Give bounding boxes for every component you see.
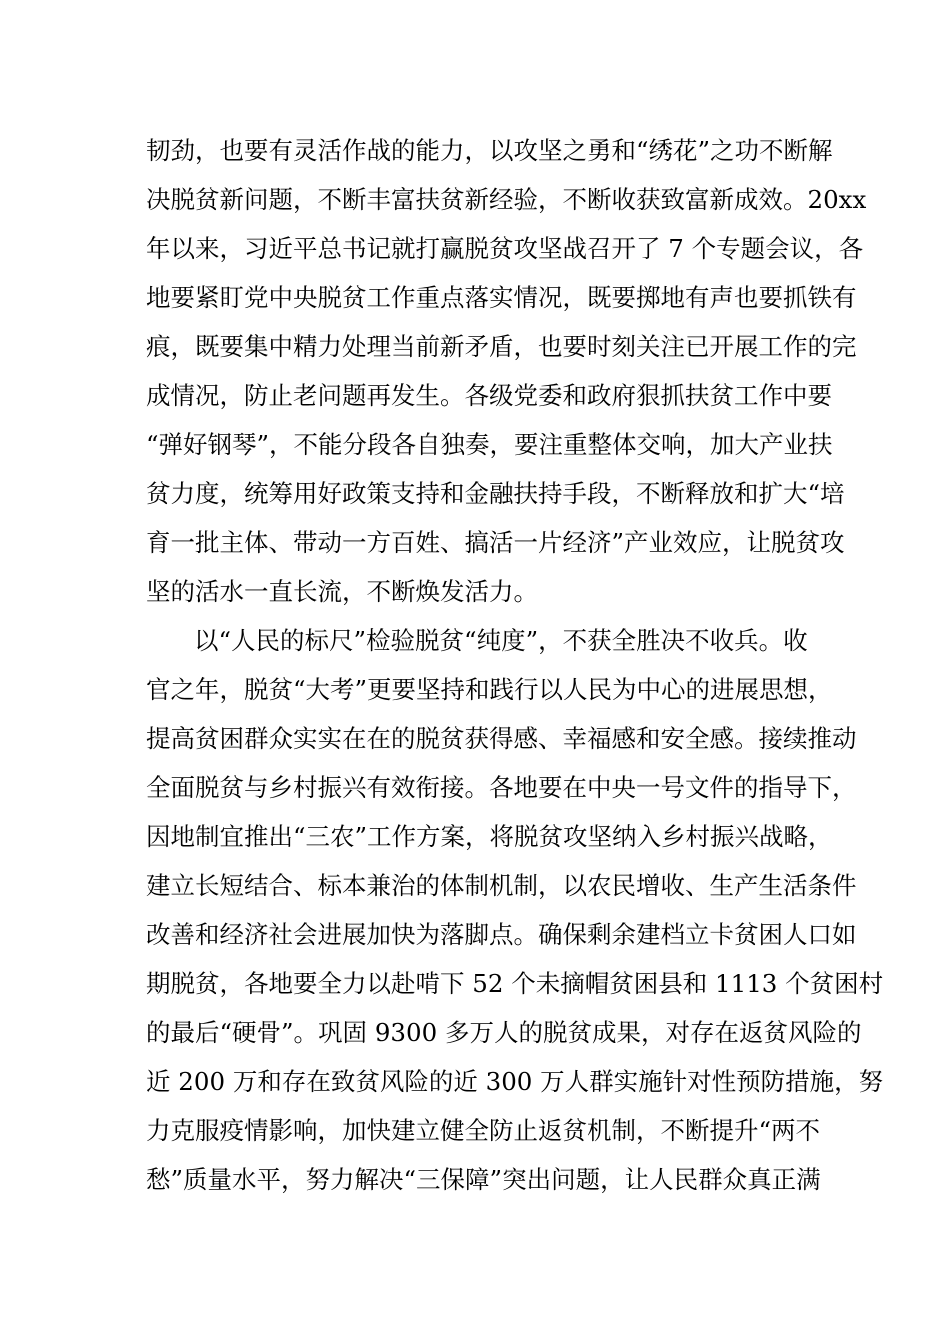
paragraph-2-line-7: 改善和经济社会进展加快为落脚点。确保剩余建档立卡贫困人口如 <box>146 920 857 949</box>
paragraph-1-line-6: 成情况，防止老问题再发生。各级党委和政府狠抓扶贫工作中要 <box>146 381 832 410</box>
paragraph-2-line-2: 官之年，脱贫“大考”更要坚持和践行以人民为中心的进展思想， <box>146 675 833 704</box>
paragraph-1-line-7: “弹好钢琴”，不能分段各自独奏，要注重整体交响，加大产业扶 <box>146 430 833 459</box>
paragraph-2-line-8: 期脱贫，各地要全力以赴啃下 52 个未摘帽贫困县和 1113 个贫困村 <box>146 969 884 998</box>
paragraph-1-line-2: 决脱贫新问题，不断丰富扶贫新经验，不断收获致富新成效。20xx <box>146 185 867 214</box>
paragraph-2-line-1: 以“人民的标尺”检验脱贫“纯度”，不获全胜决不收兵。收 <box>194 626 808 655</box>
paragraph-2-line-9: 的最后“硬骨”。巩固 9300 多万人的脱贫成果，对存在返贫风险的 <box>146 1018 862 1047</box>
paragraph-1-line-5: 痕，既要集中精力处理当前新矛盾，也要时刻关注已开展工作的完 <box>146 332 857 361</box>
paragraph-2-line-6: 建立长短结合、标本兼治的体制机制，以农民增收、生产生活条件 <box>146 871 857 900</box>
paragraph-2-line-11: 力克服疫情影响，加快建立健全防止返贫机制，不断提升“两不 <box>146 1116 821 1145</box>
paragraph-1-line-1: 韧劲，也要有灵活作战的能力，以攻坚之勇和“绣花”之功不断解 <box>146 136 833 165</box>
paragraph-2-line-12: 愁”质量水平，努力解决“三保障”突出问题，让人民群众真正满 <box>146 1165 821 1194</box>
paragraph-1-line-9: 育一批主体、带动一方百姓、搞活一片经济”产业效应，让脱贫攻 <box>146 528 845 557</box>
paragraph-2-line-10: 近 200 万和存在致贫风险的近 300 万人群实施针对性预防措施，努 <box>146 1067 884 1096</box>
paragraph-1-line-3: 年以来，习近平总书记就打赢脱贫攻坚战召开了 7 个专题会议，各 <box>146 234 864 263</box>
paragraph-1-line-4: 地要紧盯党中央脱贫工作重点落实情况，既要掷地有声也要抓铁有 <box>146 283 857 312</box>
paragraph-2-line-5: 因地制宜推出“三农”工作方案，将脱贫攻坚纳入乡村振兴战略， <box>146 822 833 851</box>
paragraph-2-line-3: 提高贫困群众实实在在的脱贫获得感、幸福感和安全感。接续推动 <box>146 724 857 753</box>
paragraph-1-line-8: 贫力度，统筹用好政策支持和金融扶持手段，不断释放和扩大“培 <box>146 479 845 508</box>
paragraph-1-line-10: 坚的活水一直长流，不断焕发活力。 <box>146 577 538 606</box>
paragraph-2-line-4: 全面脱贫与乡村振兴有效衔接。各地要在中央一号文件的指导下， <box>146 773 857 802</box>
